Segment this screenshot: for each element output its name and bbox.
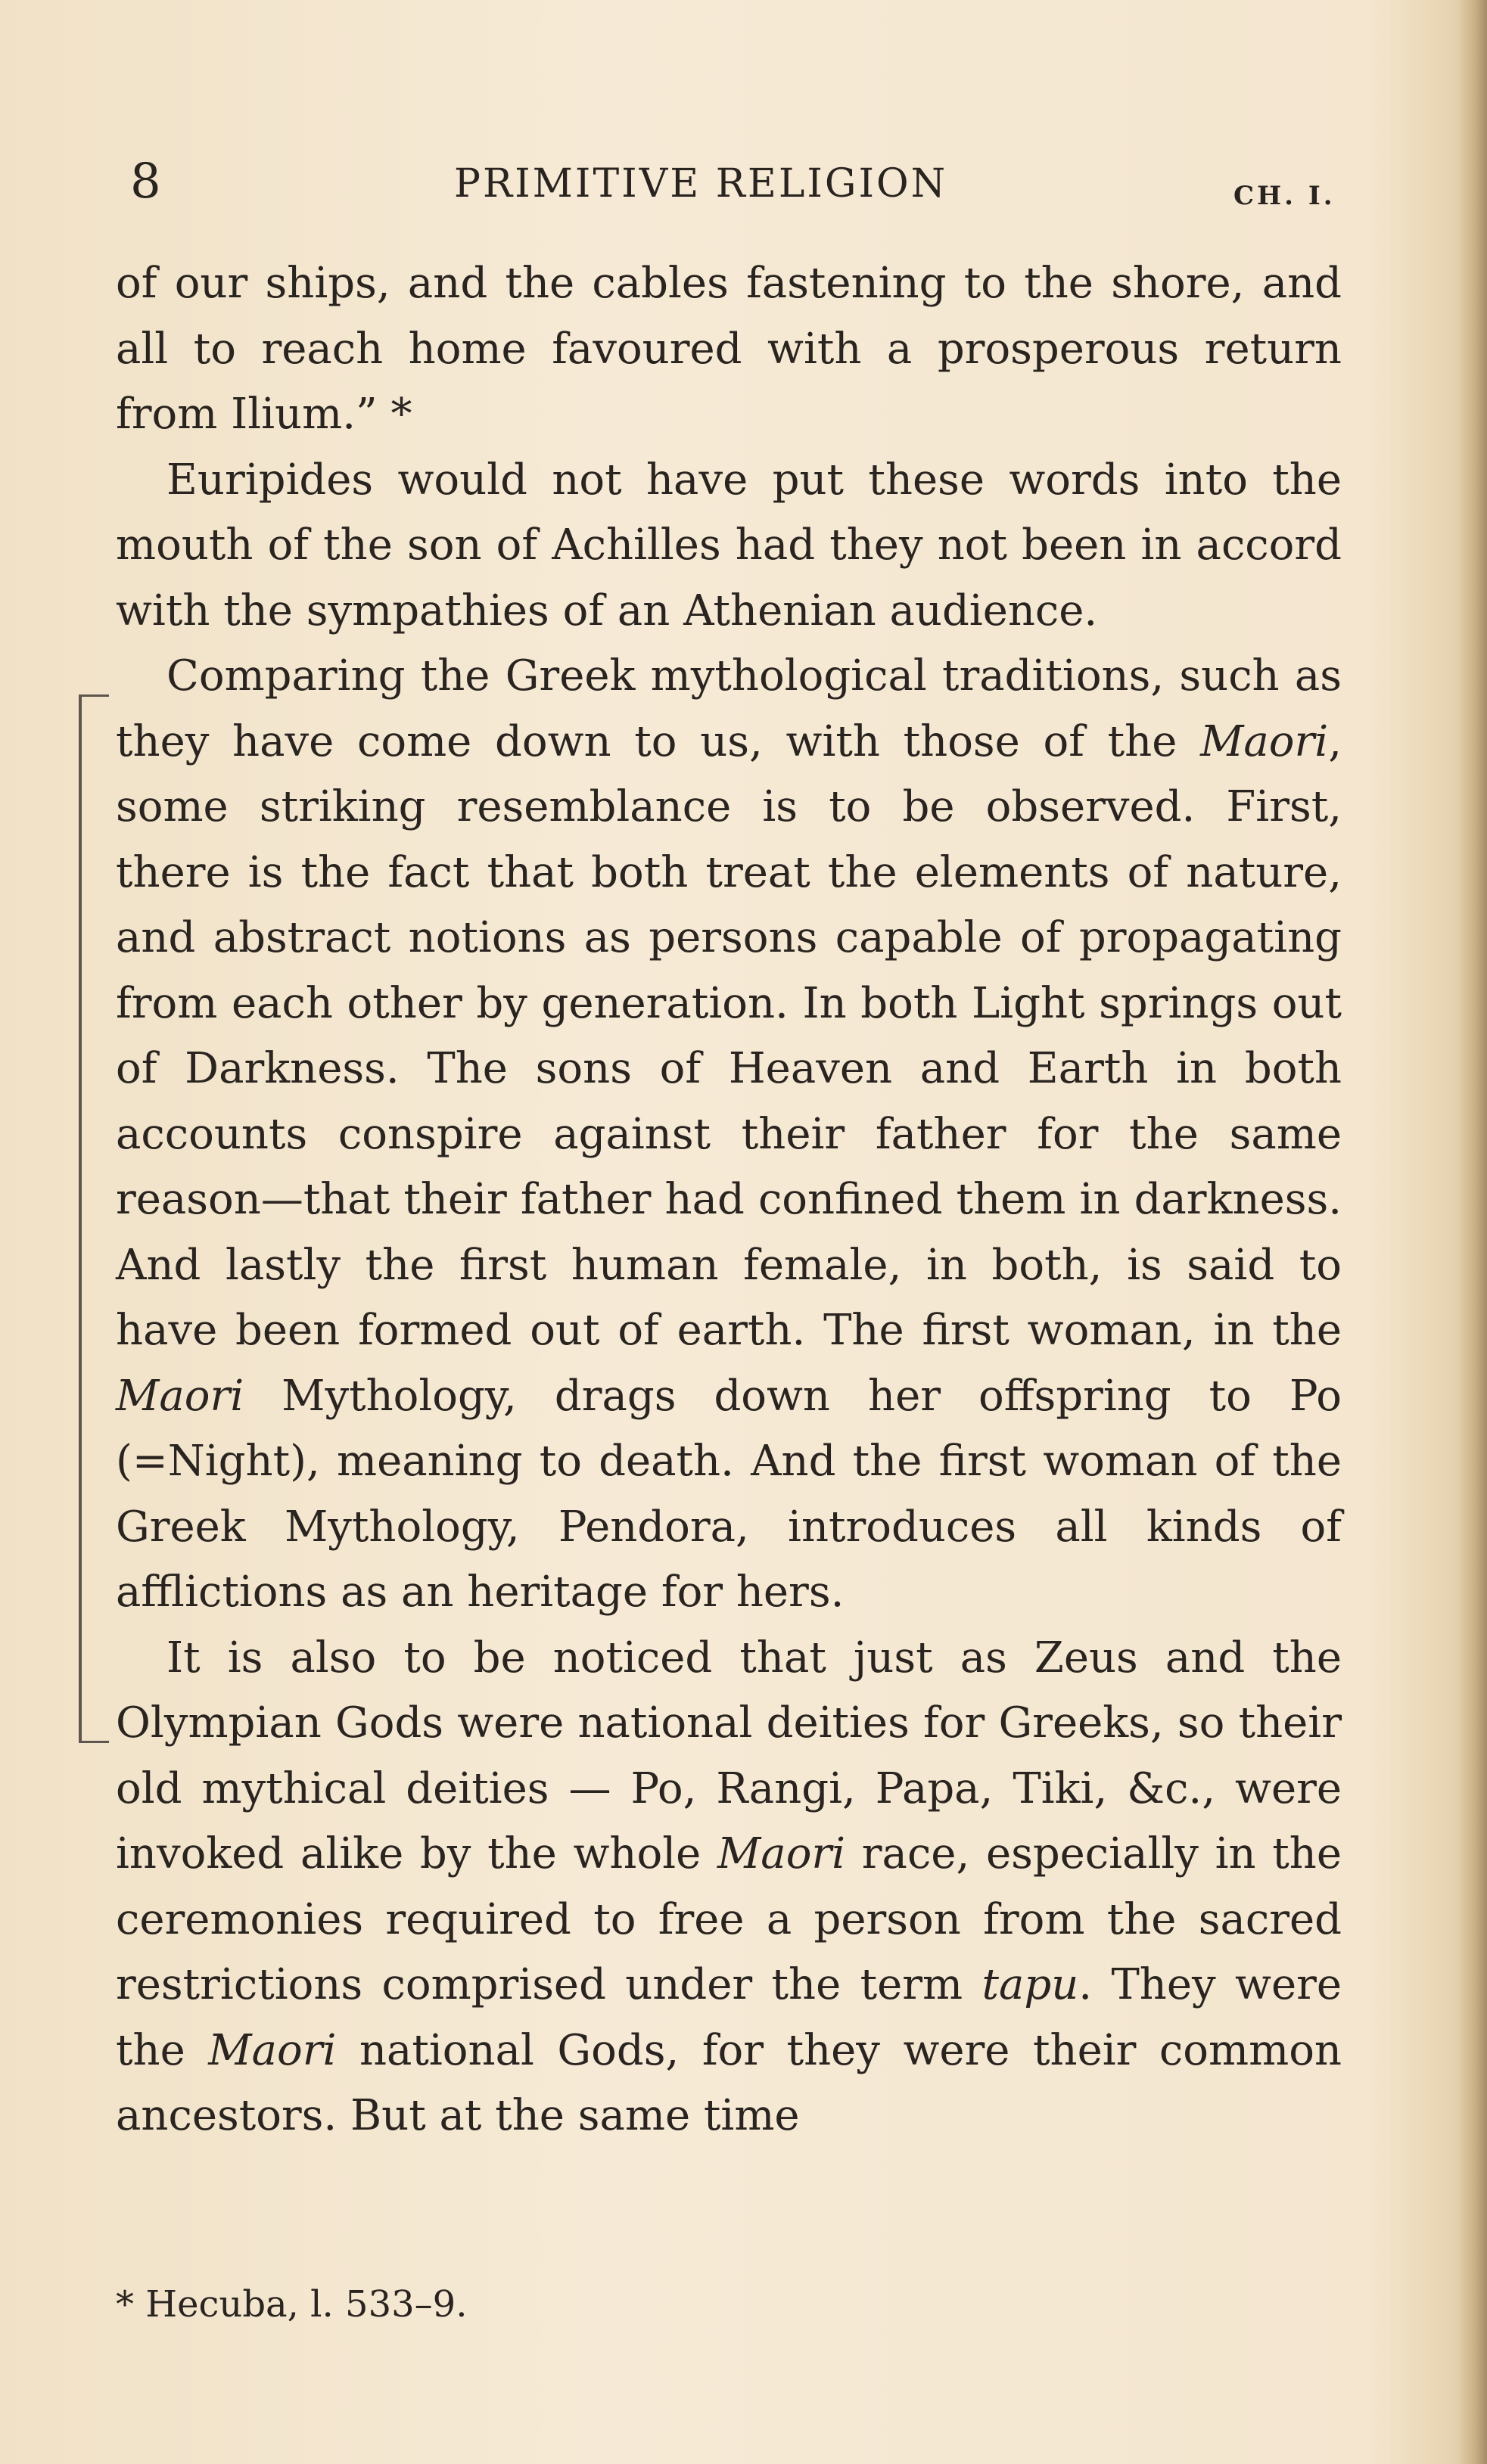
paragraph-1: of our ships, and the cables fastening to the shore, and all to reach home favoured with a prosperous return from Ilium.” * (116, 259, 1342, 439)
maori-term: Maori (208, 2025, 337, 2075)
maori-term: Maori (1200, 716, 1329, 766)
paragraph-2: Euripides would not have put these words into the mouth of the son of Achilles had they not been in accord with the sympathies of an Athenian audience. (116, 455, 1342, 635)
paragraph-4 (116, 1626, 1342, 2149)
body-text (116, 251, 1342, 2149)
margin-bracket-mark (79, 694, 109, 1743)
page-header (114, 151, 1347, 212)
paragraph-3 (116, 644, 1342, 1626)
tapu-term: tapu (981, 1960, 1079, 2009)
page-edge-shadow (1458, 0, 1487, 2464)
footnote: * Hecuba, l. 533–9. (116, 2283, 468, 2326)
paragraph-3-text-a: Comparing the Greek mythological traditions, such as they have come down to us, with those of the (116, 651, 1342, 766)
maori-term: Maori (116, 1371, 244, 1421)
paragraph-4-text-a: It is also to be noticed that just as Zeus and the Olympian Gods were national deities for Greeks, so their old mythical deities — Po, Rangi, Papa, Tiki, &c., were invoked alike by the whole (116, 1633, 1342, 1878)
paragraph-3-text-c: Mythology, drags down her offspring to Po (=Night), meaning to death. And the first woman of the Greek Mythology, Pendora, introduces all kinds of afflictions as an heritage for hers. (116, 1371, 1342, 1617)
chapter-mark: CH. I. (1233, 181, 1336, 211)
maori-term: Maori (717, 1829, 846, 1878)
paragraph-4-text-c: . They were the (116, 1960, 1342, 2075)
page-number: 8 (130, 154, 161, 210)
paragraph-4-text-d: national Gods, for they were their common ancestors. But at the same time (116, 2025, 1342, 2140)
paragraph-3-text-b: , some striking resemblance is to be observed. First, there is the fact that both treat the elements of nature, and abstract notions as persons capable of propagating from each other by generation. In both Light springs out of Darkness. The sons of Heaven and Earth in both accounts conspire against their father for the same reason—that their father had confined them in darkness. And lastly the first human female, in both, is said to have been formed out of earth. The first woman, in the (116, 716, 1342, 1355)
running-title: PRIMITIVE RELIGION (454, 161, 948, 207)
paragraph-4-text-b: race, especially in the ceremonies required to free a person from the sacred restrictions comprised under the term (116, 1829, 1342, 2009)
